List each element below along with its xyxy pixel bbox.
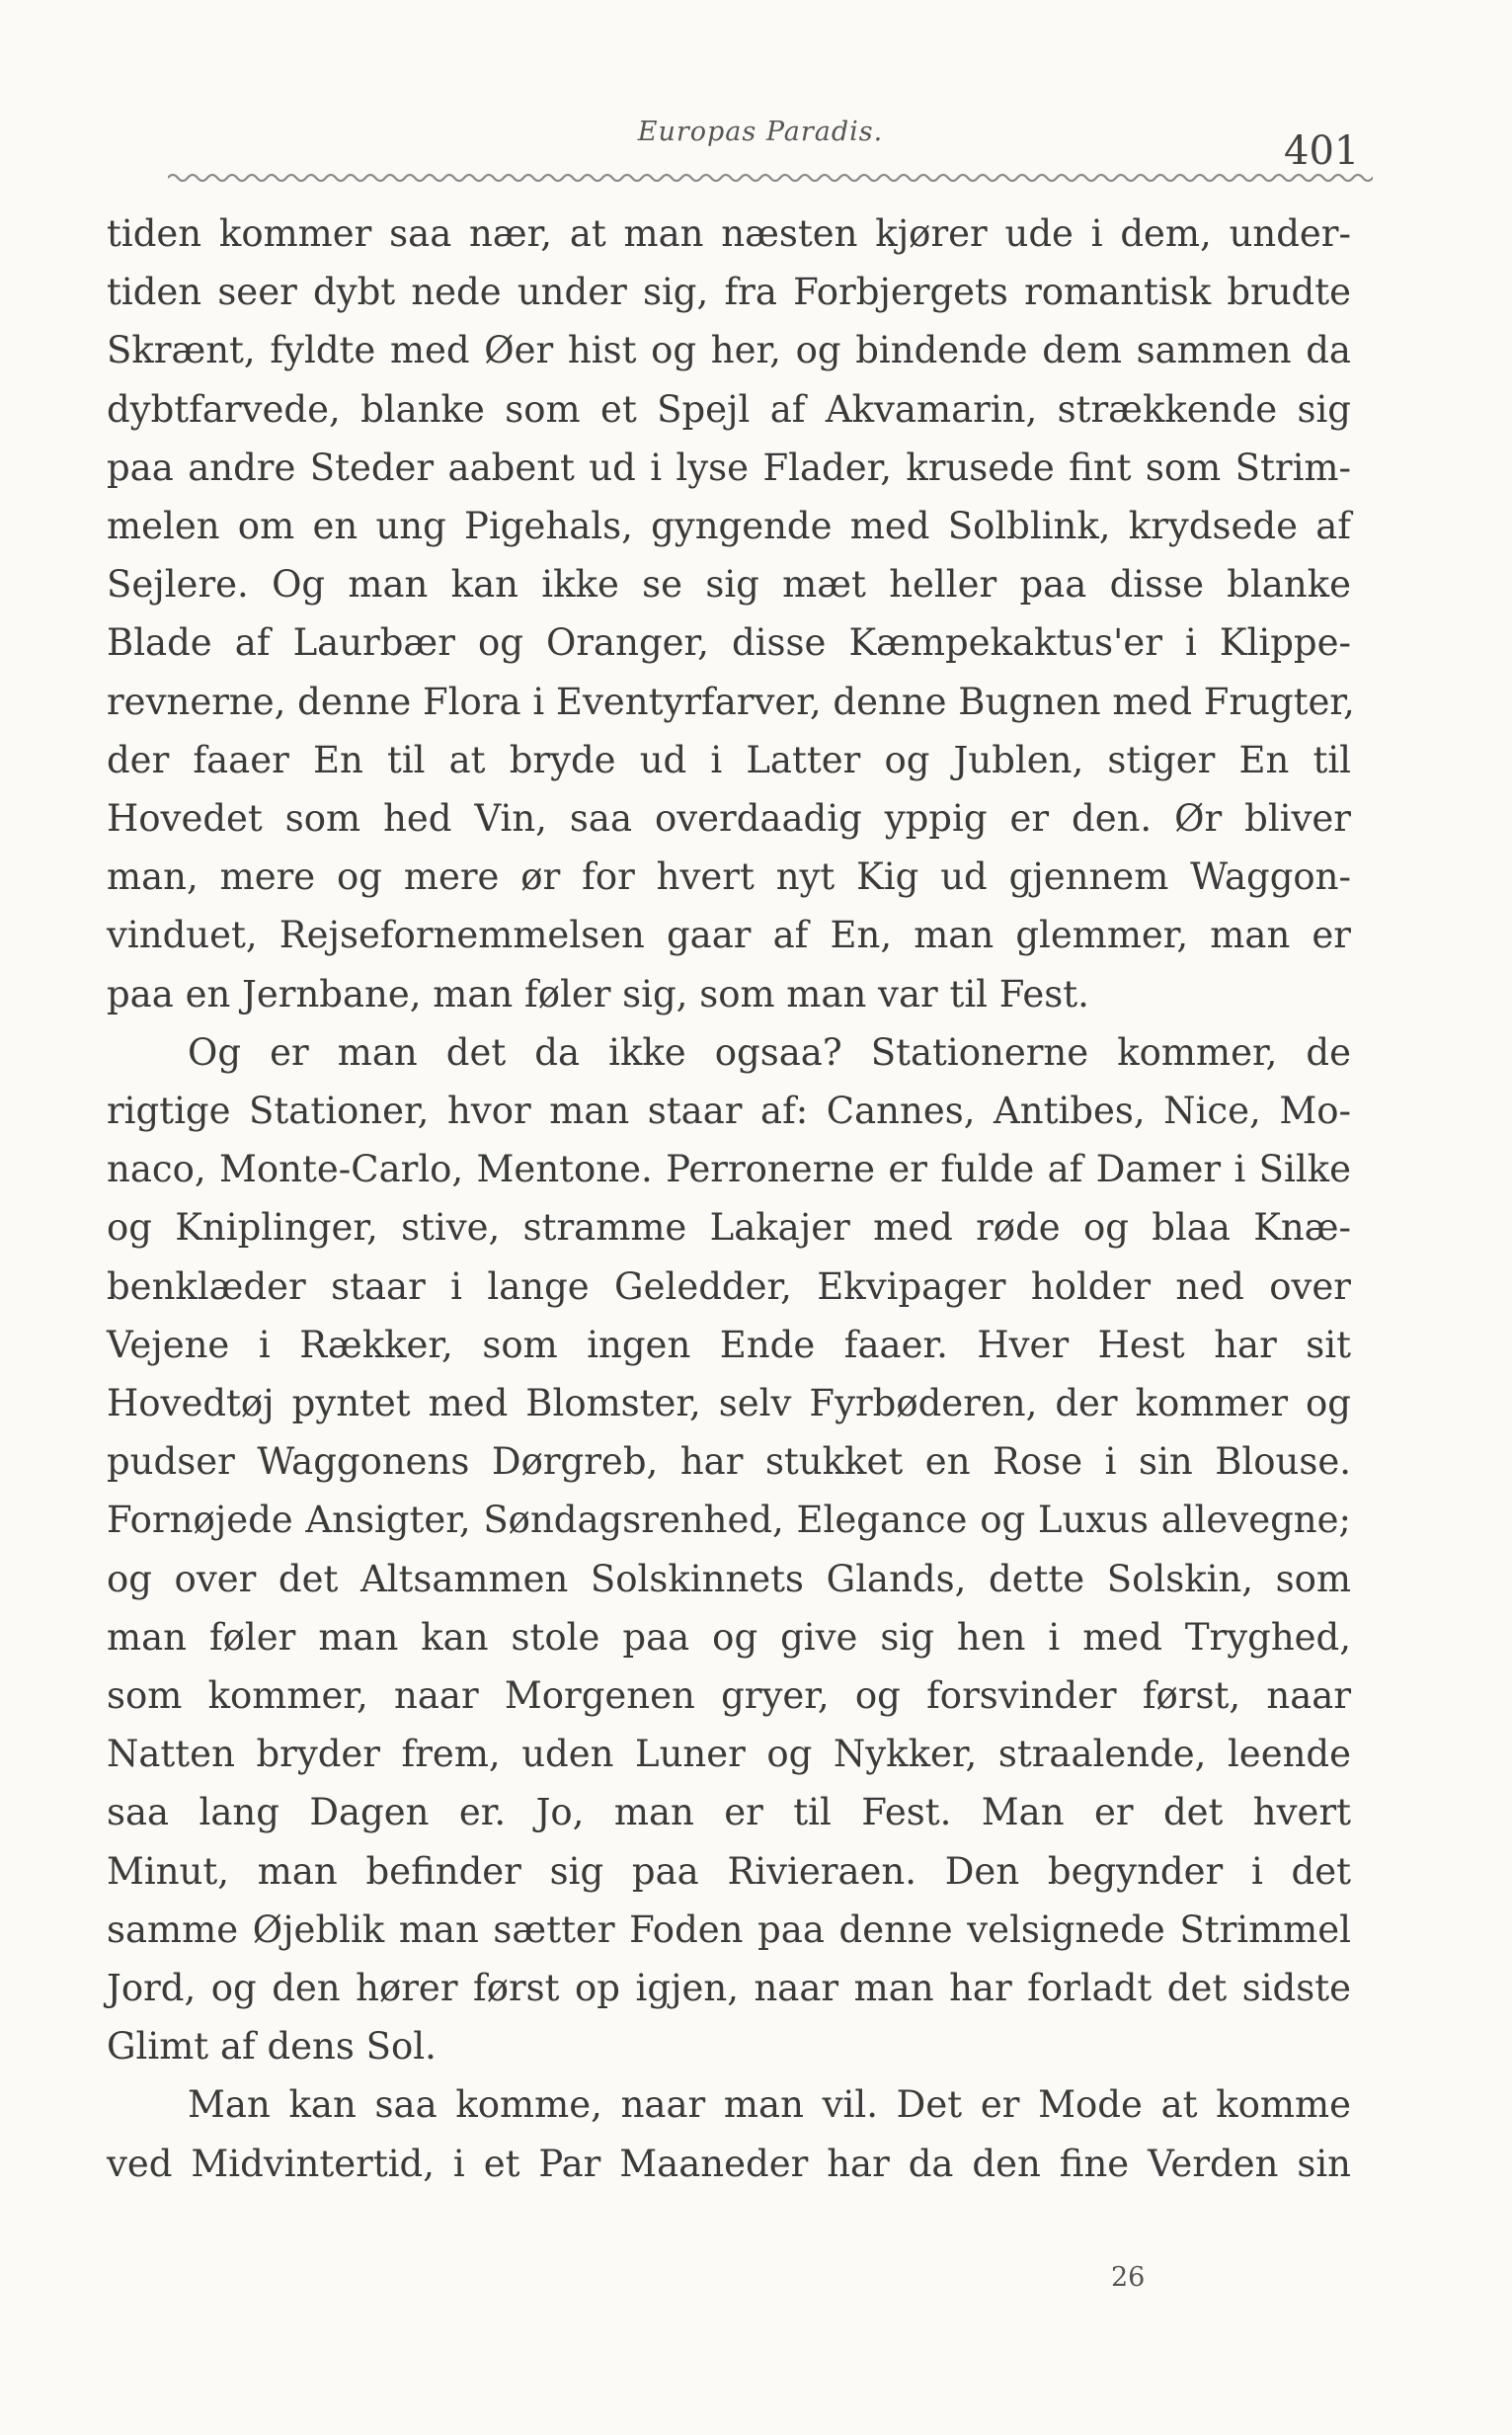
text-line: Blade af Laurbær og Oranger, disse Kæmpekaktus'er i Klippe- <box>107 621 1351 664</box>
text-line: Minut, man befinder sig paa Rivieraen. Den begynder i det <box>107 1850 1351 1893</box>
text-line: vinduet, Rejsefornemmelsen gaar af En, man glemmer, man er <box>107 914 1351 956</box>
text-line: og over det Altsammen Solskinnets Glands, dette Solskin, som <box>107 1558 1351 1600</box>
text-line: revnerne, denne Flora i Eventyrfarver, denne Bugnen med Frugter, <box>107 681 1355 723</box>
text-line: tiden seer dybt nede under sig, fra Forbjergets romantisk brudte <box>107 271 1351 313</box>
text-line: man føler man kan stole paa og give sig hen i med Tryghed, <box>107 1616 1351 1659</box>
text-line: Hovedet som hed Vin, saa overdaadig yppig er den. Ør bliver <box>107 797 1351 840</box>
text-line: Glimt af dens Sol. <box>107 2025 437 2068</box>
text-line: tiden kommer saa nær, at man næsten kjører ude i dem, under- <box>107 212 1351 255</box>
text-line: der faaer En til at bryde ud i Latter og Jublen, stiger En til <box>107 739 1351 781</box>
text-line: samme Øjeblik man sætter Foden paa denne velsignede Strimmel <box>107 1908 1351 1951</box>
text-line: pudser Waggonens Dørgreb, har stukket en Rose i sin Blouse. <box>107 1440 1351 1483</box>
ornamental-wavy-rule <box>168 164 1373 203</box>
text-line: paa en Jernbane, man føler sig, som man var til Fest. <box>107 973 1089 1015</box>
text-line: Fornøjede Ansigter, Søndagsrenhed, Elegance og Luxus allevegne; <box>107 1499 1351 1541</box>
text-line: saa lang Dagen er. Jo, man er til Fest. Man er det hvert <box>107 1791 1351 1833</box>
text-line: Hovedtøj pyntet med Blomster, selv Fyrbøderen, der kommer og <box>107 1382 1351 1424</box>
text-line: dybtfarvede, blanke som et Spejl af Akvamarin, strækkende sig <box>107 388 1351 431</box>
text-line: Natten bryder frem, uden Luner og Nykker, straalende, leende <box>107 1733 1351 1775</box>
running-title: Europas Paradis. <box>637 117 884 147</box>
text-line: melen om en ung Pigehals, gyngende med Solblink, krydsede af <box>107 505 1351 547</box>
text-line: Og er man det da ikke ogsaa? Stationerne kommer, de <box>188 1031 1351 1074</box>
text-line: og Kniplinger, stive, stramme Lakajer med røde og blaa Knæ- <box>107 1206 1351 1249</box>
text-line: Man kan saa komme, naar man vil. Det er Mode at komme <box>188 2083 1351 2126</box>
text-line: naco, Monte-Carlo, Mentone. Perronerne er fulde af Damer i Silke <box>107 1148 1351 1190</box>
text-line: benklæder staar i lange Geledder, Ekvipager holder ned over <box>107 1265 1351 1308</box>
text-line: man, mere og mere ør for hvert nyt Kig ud gjennem Waggon- <box>107 855 1351 898</box>
text-line: Jord, og den hører først op igjen, naar man har forladt det sidste <box>107 1967 1351 2009</box>
page-number: 401 <box>1284 128 1360 174</box>
text-line: ved Midvintertid, i et Par Maaneder har da den fine Verden sin <box>107 2143 1351 2185</box>
text-line: Sejlere. Og man kan ikke se sig mæt heller paa disse blanke <box>107 563 1351 606</box>
text-line: rigtige Stationer, hvor man staar af: Cannes, Antibes, Nice, Mo- <box>107 1090 1351 1132</box>
signature-mark: 26 <box>1111 2262 1146 2293</box>
text-line: Vejene i Rækker, som ingen Ende faaer. Hver Hest har sit <box>107 1324 1351 1366</box>
text-line: Skrænt, fyldte med Øer hist og her, og bindende dem sammen da <box>107 329 1351 371</box>
text-line: som kommer, naar Morgenen gryer, og forsvinder først, naar <box>107 1674 1351 1717</box>
text-line: paa andre Steder aabent ud i lyse Flader, krusede fint som Strim- <box>107 446 1351 489</box>
